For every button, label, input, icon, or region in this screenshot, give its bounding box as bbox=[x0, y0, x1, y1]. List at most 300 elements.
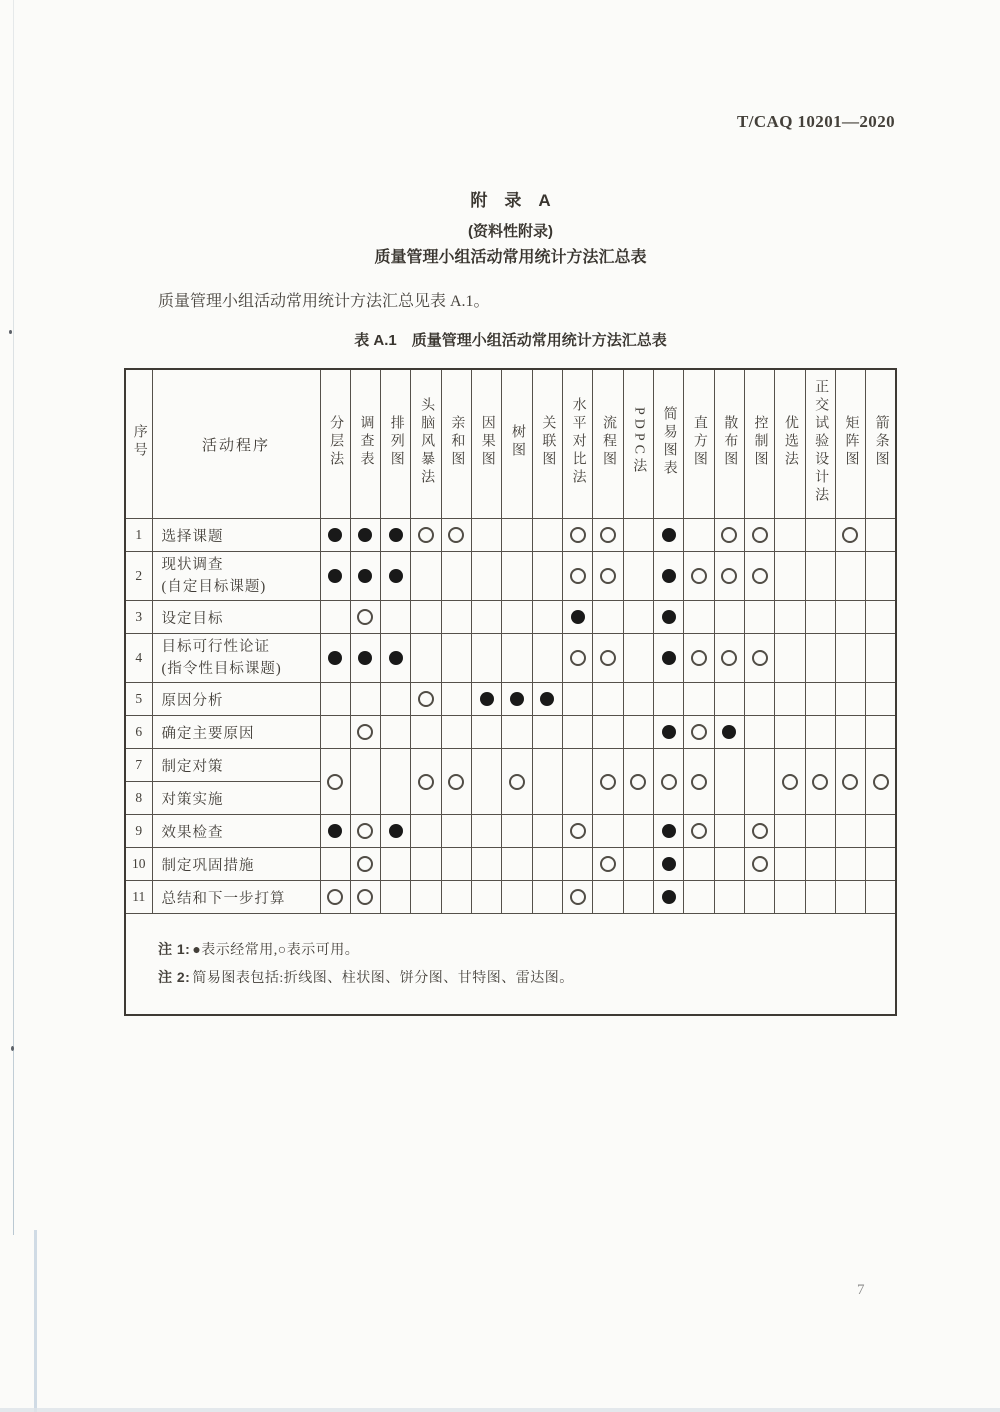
mark-cell bbox=[744, 519, 774, 552]
mark-cell bbox=[835, 601, 865, 634]
mark-cell bbox=[441, 881, 471, 914]
mark-cell bbox=[805, 716, 835, 749]
mark-cell bbox=[563, 552, 593, 601]
mark-cell bbox=[714, 749, 744, 815]
activity-cell: 效果检查 bbox=[152, 815, 320, 848]
open-dot bbox=[418, 527, 434, 543]
open-dot bbox=[327, 774, 343, 790]
mark-cell bbox=[744, 601, 774, 634]
mark-cell bbox=[441, 815, 471, 848]
mark-cell bbox=[472, 519, 502, 552]
mark-cell bbox=[411, 749, 441, 815]
mark-cell bbox=[350, 601, 380, 634]
mark-cell bbox=[775, 634, 805, 683]
mark-cell bbox=[532, 601, 562, 634]
open-dot bbox=[600, 650, 616, 666]
header-method-label: 简易图表 bbox=[661, 405, 677, 478]
header-method-label: 正交试验设计法 bbox=[813, 378, 829, 505]
row-number: 7 bbox=[125, 749, 152, 782]
header-method-label: 因果图 bbox=[479, 414, 495, 469]
mark-cell bbox=[411, 815, 441, 848]
mark-cell bbox=[532, 552, 562, 601]
mark-cell bbox=[502, 683, 532, 716]
mark-cell bbox=[381, 881, 411, 914]
open-dot bbox=[357, 724, 373, 740]
mark-cell bbox=[623, 881, 653, 914]
note-line bbox=[158, 964, 885, 992]
mark-cell bbox=[563, 716, 593, 749]
mark-cell bbox=[320, 634, 350, 683]
mark-cell bbox=[866, 683, 896, 716]
filled-dot bbox=[662, 528, 676, 542]
mark-cell bbox=[350, 519, 380, 552]
mark-cell bbox=[623, 815, 653, 848]
table-header-row bbox=[125, 369, 896, 519]
mark-cell bbox=[744, 881, 774, 914]
mark-cell bbox=[320, 601, 350, 634]
mark-cell bbox=[472, 601, 502, 634]
table-head bbox=[125, 369, 896, 519]
mark-cell bbox=[411, 716, 441, 749]
activity-cell: 对策实施 bbox=[152, 782, 320, 815]
activity-line1: 现状调查 bbox=[161, 557, 224, 573]
mark-cell bbox=[472, 848, 502, 881]
mark-cell bbox=[835, 848, 865, 881]
mark-cell bbox=[623, 601, 653, 634]
mark-cell bbox=[563, 683, 593, 716]
open-dot bbox=[448, 774, 464, 790]
filled-dot bbox=[389, 824, 403, 838]
header-method-label: 控制图 bbox=[752, 414, 768, 469]
header-method-label: 调查表 bbox=[358, 414, 374, 469]
mark-cell bbox=[775, 815, 805, 848]
mark-cell bbox=[472, 881, 502, 914]
mark-cell bbox=[381, 848, 411, 881]
mark-cell bbox=[350, 634, 380, 683]
header-method bbox=[835, 369, 865, 519]
header-method-label: 关联图 bbox=[540, 414, 556, 469]
activity-cell: 制定对策 bbox=[152, 749, 320, 782]
mark-cell bbox=[411, 601, 441, 634]
mark-cell bbox=[532, 634, 562, 683]
mark-cell bbox=[381, 716, 411, 749]
open-dot bbox=[842, 527, 858, 543]
filled-dot bbox=[662, 890, 676, 904]
mark-cell bbox=[714, 716, 744, 749]
mark-cell bbox=[350, 881, 380, 914]
mark-cell bbox=[350, 749, 380, 815]
open-dot bbox=[752, 823, 768, 839]
mark-cell bbox=[744, 815, 774, 848]
mark-cell bbox=[653, 749, 683, 815]
header-method-label: 分层法 bbox=[328, 414, 344, 469]
mark-cell bbox=[805, 601, 835, 634]
mark-cell bbox=[381, 634, 411, 683]
mark-cell bbox=[866, 634, 896, 683]
filled-dot bbox=[662, 725, 676, 739]
mark-cell bbox=[714, 552, 744, 601]
mark-cell bbox=[350, 552, 380, 601]
activity-cell: 制定巩固措施 bbox=[152, 848, 320, 881]
open-dot bbox=[873, 774, 889, 790]
mark-cell bbox=[502, 749, 532, 815]
mark-cell bbox=[684, 634, 714, 683]
open-dot bbox=[630, 774, 646, 790]
mark-cell bbox=[593, 683, 623, 716]
mark-cell bbox=[381, 519, 411, 552]
mark-cell bbox=[684, 848, 714, 881]
mark-cell bbox=[502, 519, 532, 552]
header-method bbox=[411, 369, 441, 519]
mark-cell bbox=[714, 519, 744, 552]
open-dot bbox=[570, 650, 586, 666]
mark-cell bbox=[532, 683, 562, 716]
mark-cell bbox=[593, 848, 623, 881]
header-method bbox=[472, 369, 502, 519]
mark-cell bbox=[835, 519, 865, 552]
mark-cell bbox=[714, 848, 744, 881]
open-dot bbox=[721, 568, 737, 584]
row-number: 8 bbox=[125, 782, 152, 815]
note-text: ●表示经常用,○表示可用。 bbox=[192, 943, 360, 958]
mark-cell bbox=[532, 716, 562, 749]
mark-cell bbox=[593, 749, 623, 815]
table-row bbox=[125, 815, 896, 848]
mark-cell bbox=[563, 601, 593, 634]
mark-cell bbox=[411, 552, 441, 601]
mark-cell bbox=[381, 683, 411, 716]
mark-cell bbox=[714, 601, 744, 634]
row-number: 2 bbox=[125, 552, 152, 601]
mark-cell bbox=[835, 881, 865, 914]
header-method bbox=[684, 369, 714, 519]
filled-dot bbox=[662, 651, 676, 665]
filled-dot bbox=[480, 692, 494, 706]
mark-cell bbox=[441, 601, 471, 634]
header-method bbox=[532, 369, 562, 519]
activity-cell bbox=[152, 634, 320, 683]
open-dot bbox=[752, 650, 768, 666]
activity-cell: 原因分析 bbox=[152, 683, 320, 716]
mark-cell bbox=[653, 552, 683, 601]
filled-dot bbox=[389, 569, 403, 583]
filled-dot bbox=[662, 857, 676, 871]
intro-paragraph: 质量管理小组活动常用统计方法汇总见表 A.1。 bbox=[158, 293, 490, 310]
mark-cell bbox=[805, 683, 835, 716]
open-dot bbox=[782, 774, 798, 790]
header-method-label: 散布图 bbox=[722, 414, 738, 469]
open-dot bbox=[661, 774, 677, 790]
mark-cell bbox=[684, 683, 714, 716]
open-dot bbox=[691, 774, 707, 790]
mark-cell bbox=[411, 683, 441, 716]
mark-cell bbox=[805, 634, 835, 683]
mark-cell bbox=[684, 519, 714, 552]
mark-cell bbox=[623, 552, 653, 601]
row-number: 1 bbox=[125, 519, 152, 552]
mark-cell bbox=[593, 519, 623, 552]
mark-cell bbox=[563, 881, 593, 914]
header-method-label: 水平对比法 bbox=[570, 396, 586, 487]
table-row bbox=[125, 552, 896, 601]
mark-cell bbox=[441, 519, 471, 552]
filled-dot bbox=[358, 651, 372, 665]
activity-cell: 确定主要原因 bbox=[152, 716, 320, 749]
mark-cell bbox=[563, 749, 593, 815]
mark-cell bbox=[441, 683, 471, 716]
mark-cell bbox=[684, 716, 714, 749]
open-dot bbox=[570, 527, 586, 543]
mark-cell bbox=[653, 519, 683, 552]
scan-speck bbox=[11, 1046, 14, 1051]
mark-cell bbox=[684, 881, 714, 914]
mark-cell bbox=[320, 815, 350, 848]
open-dot bbox=[721, 527, 737, 543]
filled-dot bbox=[358, 569, 372, 583]
mark-cell bbox=[714, 881, 744, 914]
filled-dot bbox=[328, 824, 342, 838]
mark-cell bbox=[350, 848, 380, 881]
mark-cell bbox=[775, 683, 805, 716]
mark-cell bbox=[775, 716, 805, 749]
table-row bbox=[125, 716, 896, 749]
open-dot bbox=[600, 774, 616, 790]
mark-cell bbox=[775, 519, 805, 552]
mark-cell bbox=[744, 552, 774, 601]
mark-cell bbox=[502, 601, 532, 634]
mark-cell bbox=[866, 749, 896, 815]
mark-cell bbox=[775, 881, 805, 914]
open-dot bbox=[448, 527, 464, 543]
mark-cell bbox=[835, 634, 865, 683]
header-method bbox=[320, 369, 350, 519]
mark-cell bbox=[835, 716, 865, 749]
mark-cell bbox=[381, 552, 411, 601]
open-dot bbox=[570, 889, 586, 905]
table-row bbox=[125, 519, 896, 552]
mark-cell bbox=[532, 749, 562, 815]
mark-cell bbox=[805, 815, 835, 848]
mark-cell bbox=[320, 881, 350, 914]
mark-cell bbox=[502, 815, 532, 848]
note-label: 注 1: bbox=[158, 941, 191, 957]
open-dot bbox=[418, 691, 434, 707]
header-seq bbox=[125, 369, 152, 519]
row-number: 6 bbox=[125, 716, 152, 749]
filled-dot bbox=[540, 692, 554, 706]
mark-cell bbox=[653, 716, 683, 749]
filled-dot bbox=[662, 569, 676, 583]
mark-cell bbox=[532, 848, 562, 881]
mark-cell bbox=[623, 519, 653, 552]
row-number: 5 bbox=[125, 683, 152, 716]
mark-cell bbox=[411, 848, 441, 881]
header-seq-label: 序号 bbox=[131, 423, 147, 460]
header-activity: 活动程序 bbox=[152, 369, 320, 519]
filled-dot bbox=[662, 610, 676, 624]
mark-cell bbox=[775, 552, 805, 601]
mark-cell bbox=[744, 749, 774, 815]
mark-cell bbox=[593, 881, 623, 914]
open-dot bbox=[600, 527, 616, 543]
header-method bbox=[381, 369, 411, 519]
open-dot bbox=[570, 568, 586, 584]
mark-cell bbox=[350, 815, 380, 848]
mark-cell bbox=[472, 634, 502, 683]
open-dot bbox=[357, 856, 373, 872]
page-number: 7 bbox=[857, 1282, 865, 1298]
mark-cell bbox=[502, 881, 532, 914]
header-method bbox=[623, 369, 653, 519]
mark-cell bbox=[411, 881, 441, 914]
header-method-label: 排列图 bbox=[388, 414, 404, 469]
activity-cell bbox=[152, 552, 320, 601]
mark-cell bbox=[411, 519, 441, 552]
mark-cell bbox=[502, 716, 532, 749]
filled-dot bbox=[328, 651, 342, 665]
mark-cell bbox=[472, 815, 502, 848]
mark-cell bbox=[472, 749, 502, 815]
header-method bbox=[593, 369, 623, 519]
mark-cell bbox=[472, 552, 502, 601]
mark-cell bbox=[563, 848, 593, 881]
open-dot bbox=[721, 650, 737, 666]
row-number: 9 bbox=[125, 815, 152, 848]
appendix-heading: 质量管理小组活动常用统计方法汇总表 bbox=[374, 249, 647, 266]
open-dot bbox=[752, 527, 768, 543]
table-row bbox=[125, 848, 896, 881]
header-method-label: 流程图 bbox=[600, 414, 616, 469]
header-method-label: 矩阵图 bbox=[843, 414, 859, 469]
standard-number: T/CAQ 10201—2020 bbox=[737, 112, 895, 131]
notes-row bbox=[125, 914, 896, 1016]
row-number: 11 bbox=[125, 881, 152, 914]
mark-cell bbox=[805, 749, 835, 815]
mark-cell bbox=[593, 552, 623, 601]
open-dot bbox=[357, 609, 373, 625]
mark-cell bbox=[502, 552, 532, 601]
note-line bbox=[158, 936, 885, 964]
table-row bbox=[125, 601, 896, 634]
mark-cell bbox=[532, 519, 562, 552]
row-number: 3 bbox=[125, 601, 152, 634]
table-row bbox=[125, 634, 896, 683]
header-method bbox=[866, 369, 896, 519]
table-row bbox=[125, 749, 896, 782]
mark-cell bbox=[563, 634, 593, 683]
header-method bbox=[653, 369, 683, 519]
header-method bbox=[502, 369, 532, 519]
mark-cell bbox=[350, 716, 380, 749]
filled-dot bbox=[389, 651, 403, 665]
mark-cell bbox=[866, 815, 896, 848]
mark-cell bbox=[320, 716, 350, 749]
summary-table bbox=[124, 368, 897, 1016]
filled-dot bbox=[722, 725, 736, 739]
mark-cell bbox=[805, 881, 835, 914]
open-dot bbox=[570, 823, 586, 839]
header-method-label: 箭条图 bbox=[873, 414, 889, 469]
mark-cell bbox=[714, 683, 744, 716]
mark-cell bbox=[593, 716, 623, 749]
header-method-label: 优选法 bbox=[782, 414, 798, 469]
header-method bbox=[805, 369, 835, 519]
mark-cell bbox=[653, 683, 683, 716]
open-dot bbox=[418, 774, 434, 790]
open-dot bbox=[691, 650, 707, 666]
mark-cell bbox=[866, 848, 896, 881]
mark-cell bbox=[835, 815, 865, 848]
mark-cell bbox=[381, 815, 411, 848]
activity-line2: (指令性目标课题) bbox=[161, 661, 282, 677]
mark-cell bbox=[441, 634, 471, 683]
mark-cell bbox=[623, 634, 653, 683]
activity-cell: 选择课题 bbox=[152, 519, 320, 552]
mark-cell bbox=[684, 815, 714, 848]
mark-cell bbox=[563, 519, 593, 552]
mark-cell bbox=[866, 552, 896, 601]
appendix-subtitle: (资料性附录) bbox=[468, 223, 553, 240]
activity-cell: 总结和下一步打算 bbox=[152, 881, 320, 914]
mark-cell bbox=[775, 601, 805, 634]
header-method bbox=[714, 369, 744, 519]
table-row bbox=[125, 683, 896, 716]
row-number: 10 bbox=[125, 848, 152, 881]
header-method bbox=[350, 369, 380, 519]
filled-dot bbox=[662, 824, 676, 838]
mark-cell bbox=[653, 601, 683, 634]
filled-dot bbox=[571, 610, 585, 624]
mark-cell bbox=[775, 848, 805, 881]
mark-cell bbox=[441, 848, 471, 881]
row-number: 4 bbox=[125, 634, 152, 683]
mark-cell bbox=[835, 683, 865, 716]
open-dot bbox=[509, 774, 525, 790]
mark-cell bbox=[744, 848, 774, 881]
mark-cell bbox=[593, 815, 623, 848]
filled-dot bbox=[328, 569, 342, 583]
mark-cell bbox=[502, 848, 532, 881]
notes-cell bbox=[125, 914, 896, 1016]
mark-cell bbox=[684, 601, 714, 634]
filled-dot bbox=[510, 692, 524, 706]
mark-cell bbox=[593, 601, 623, 634]
mark-cell bbox=[805, 552, 835, 601]
header-method-label: 树图 bbox=[510, 423, 526, 460]
open-dot bbox=[357, 823, 373, 839]
open-dot bbox=[327, 889, 343, 905]
header-method bbox=[563, 369, 593, 519]
mark-cell bbox=[441, 749, 471, 815]
header-method-label: 头脑风暴法 bbox=[419, 396, 435, 487]
mark-cell bbox=[623, 683, 653, 716]
mark-cell bbox=[684, 552, 714, 601]
mark-cell bbox=[744, 683, 774, 716]
mark-cell bbox=[320, 848, 350, 881]
mark-cell bbox=[805, 848, 835, 881]
mark-cell bbox=[684, 749, 714, 815]
mark-cell bbox=[441, 716, 471, 749]
mark-cell bbox=[835, 749, 865, 815]
mark-cell bbox=[744, 716, 774, 749]
mark-cell bbox=[502, 634, 532, 683]
header-method bbox=[744, 369, 774, 519]
mark-cell bbox=[714, 634, 744, 683]
filled-dot bbox=[358, 528, 372, 542]
mark-cell bbox=[866, 716, 896, 749]
header-method-label: PDPC法 bbox=[631, 406, 647, 477]
mark-cell bbox=[320, 552, 350, 601]
